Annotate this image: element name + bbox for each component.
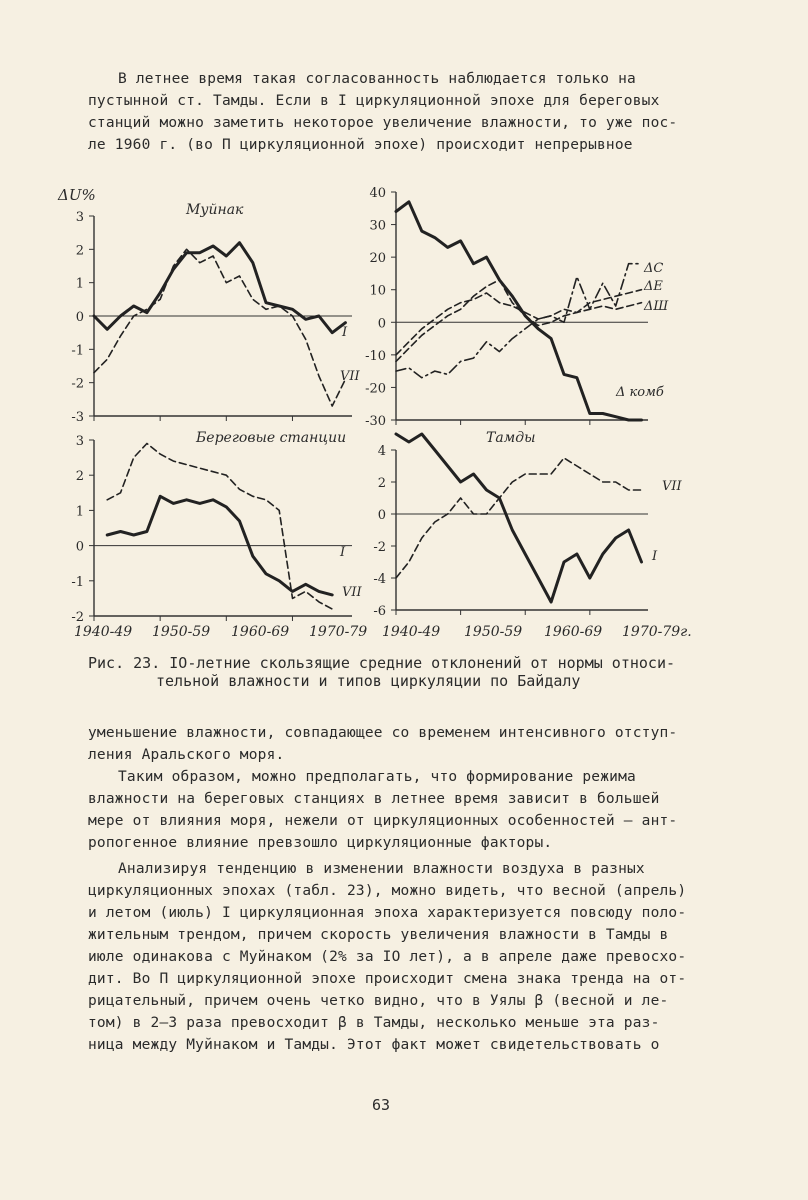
series-line [396, 458, 642, 578]
text-line: июле одинакова с Муйнаком (2% за IO лет), а в апреле даже превосхо- [88, 949, 687, 965]
figure-23 [56, 180, 696, 640]
paragraph-2 [88, 722, 718, 766]
x-tick-label: 1960-69 [544, 624, 603, 640]
y-tick-label: 0 [377, 508, 386, 523]
text-line: пустынной ст. Тамды. Если в I циркуляционной эпохе для береговых [88, 93, 660, 109]
y-tick-label: 0 [377, 316, 386, 332]
series-line [94, 249, 345, 406]
y-tick-label: 2 [377, 476, 386, 491]
text-line: дит. Во П циркуляционной эпохе происходит смена знака тренда на от- [88, 971, 687, 987]
x-tick-label: 1950-59 [152, 624, 211, 640]
text-line: жительным трендом, причем скорость увеличения влажности в Тамды в [88, 927, 669, 943]
series-label: Δ комб [616, 385, 664, 400]
y-tick-label: -6 [373, 604, 386, 619]
figure-caption [88, 654, 728, 690]
text-line: станций можно заметить некоторое увеличение влажности, то уже пос- [88, 115, 678, 131]
series-line [396, 434, 642, 602]
y-tick-label: -2 [71, 610, 84, 625]
x-tick-label: 1940-49 [382, 624, 441, 640]
caption-line: тельной влажности и типов циркуляции по Байдалу [156, 672, 581, 690]
text-line: циркуляционных эпохах (табл. 23), можно видеть, что весной (апрель) [88, 883, 687, 899]
y-tick-label: -2 [71, 376, 84, 392]
y-tick-label: -10 [365, 348, 386, 364]
y-tick-label: -1 [71, 574, 84, 590]
series-label: VII [340, 369, 360, 384]
y-tick-label: 0 [75, 310, 84, 325]
y-tick-label: -4 [373, 572, 386, 587]
x-tick-label: 1970-79 [309, 624, 368, 640]
y-tick-label: 20 [369, 251, 386, 267]
series-label: VII [342, 585, 362, 600]
text-line: Таким образом, можно предполагать, что формирование режима [118, 769, 636, 785]
y-tick-label: -30 [365, 414, 386, 429]
x-tick-label: 1970-79г. [622, 624, 692, 640]
y-tick-label: 3 [75, 210, 84, 225]
y-tick-label: 30 [369, 218, 386, 234]
series-line [107, 444, 332, 610]
y-tick-label: 4 [377, 444, 386, 459]
text-line: ления Аральского моря. [88, 747, 285, 763]
y-tick-label: 2 [75, 243, 84, 259]
panel-title: Береговые станции [196, 430, 347, 446]
y-tick-label: -2 [373, 540, 386, 555]
y-tick-label: 40 [369, 186, 386, 201]
y-tick-label: -20 [365, 381, 386, 397]
caption-line: Рис. 23. IO-летние скользящие средние отклонений от нормы относи- [88, 654, 675, 672]
y-tick-label: 1 [75, 276, 84, 292]
text-line: ропогенное влияние превзошло циркуляционные факторы. [88, 835, 553, 851]
text-line: уменьшение влажности, совпадающее со временем интенсивного отступ- [88, 725, 678, 741]
text-line: и летом (июль) I циркуляционная эпоха характеризуется повсюду поло- [88, 905, 687, 921]
y-tick-label: -3 [71, 410, 84, 425]
x-tick-label: 1950-59 [464, 624, 523, 640]
series-label: ΔC [644, 261, 664, 276]
y-tick-label: 1 [75, 504, 84, 520]
text-line: мере от влияния моря, нежели от циркуляционных особенностей – ант- [88, 813, 678, 829]
text-line: В летнее время такая согласованность наблюдается только на [118, 71, 636, 87]
series-label: I [652, 549, 658, 564]
panel-title: Тамды [486, 430, 536, 446]
y-tick-label: 0 [75, 539, 84, 555]
text-line: рицательный, причем очень четко видно, что в Уялы β (весной и ле- [88, 993, 669, 1009]
y-tick-label: 10 [369, 283, 386, 299]
series-line [396, 202, 642, 420]
text-line: влажности на береговых станциях в летнее время зависит в большей [88, 791, 660, 807]
x-tick-label: 1940-49 [74, 624, 133, 640]
series-label: I [340, 545, 346, 560]
series-label: I [342, 325, 348, 340]
paragraph-top [88, 68, 718, 156]
text-line: Анализируя тенденцию в изменении влажности воздуха в разных [118, 861, 645, 877]
series-label: ΔШ [644, 299, 669, 314]
text-line: том) в 2–3 раза превосходит β в Тамды, несколько меньше эта раз- [88, 1015, 660, 1031]
series-label: VII [662, 479, 682, 494]
y-tick-label: 3 [75, 434, 84, 449]
text-line: ница между Муйнаком и Тамды. Этот факт может свидетельствовать о [88, 1037, 660, 1053]
panel-title: Муйнак [186, 202, 244, 218]
paragraph-3 [88, 766, 718, 854]
text-line: ле 1960 г. (во П циркуляционной эпохе) происходит непрерывное [88, 137, 633, 153]
page-number: 63 [372, 1096, 391, 1114]
paragraph-4 [88, 858, 718, 1056]
y-tick-label: -1 [71, 343, 84, 359]
y-tick-label: 2 [75, 469, 84, 485]
series-label: ΔE [644, 279, 663, 294]
x-tick-label: 1960-69 [231, 624, 290, 640]
axis-unit-label: ΔU% [58, 186, 96, 204]
